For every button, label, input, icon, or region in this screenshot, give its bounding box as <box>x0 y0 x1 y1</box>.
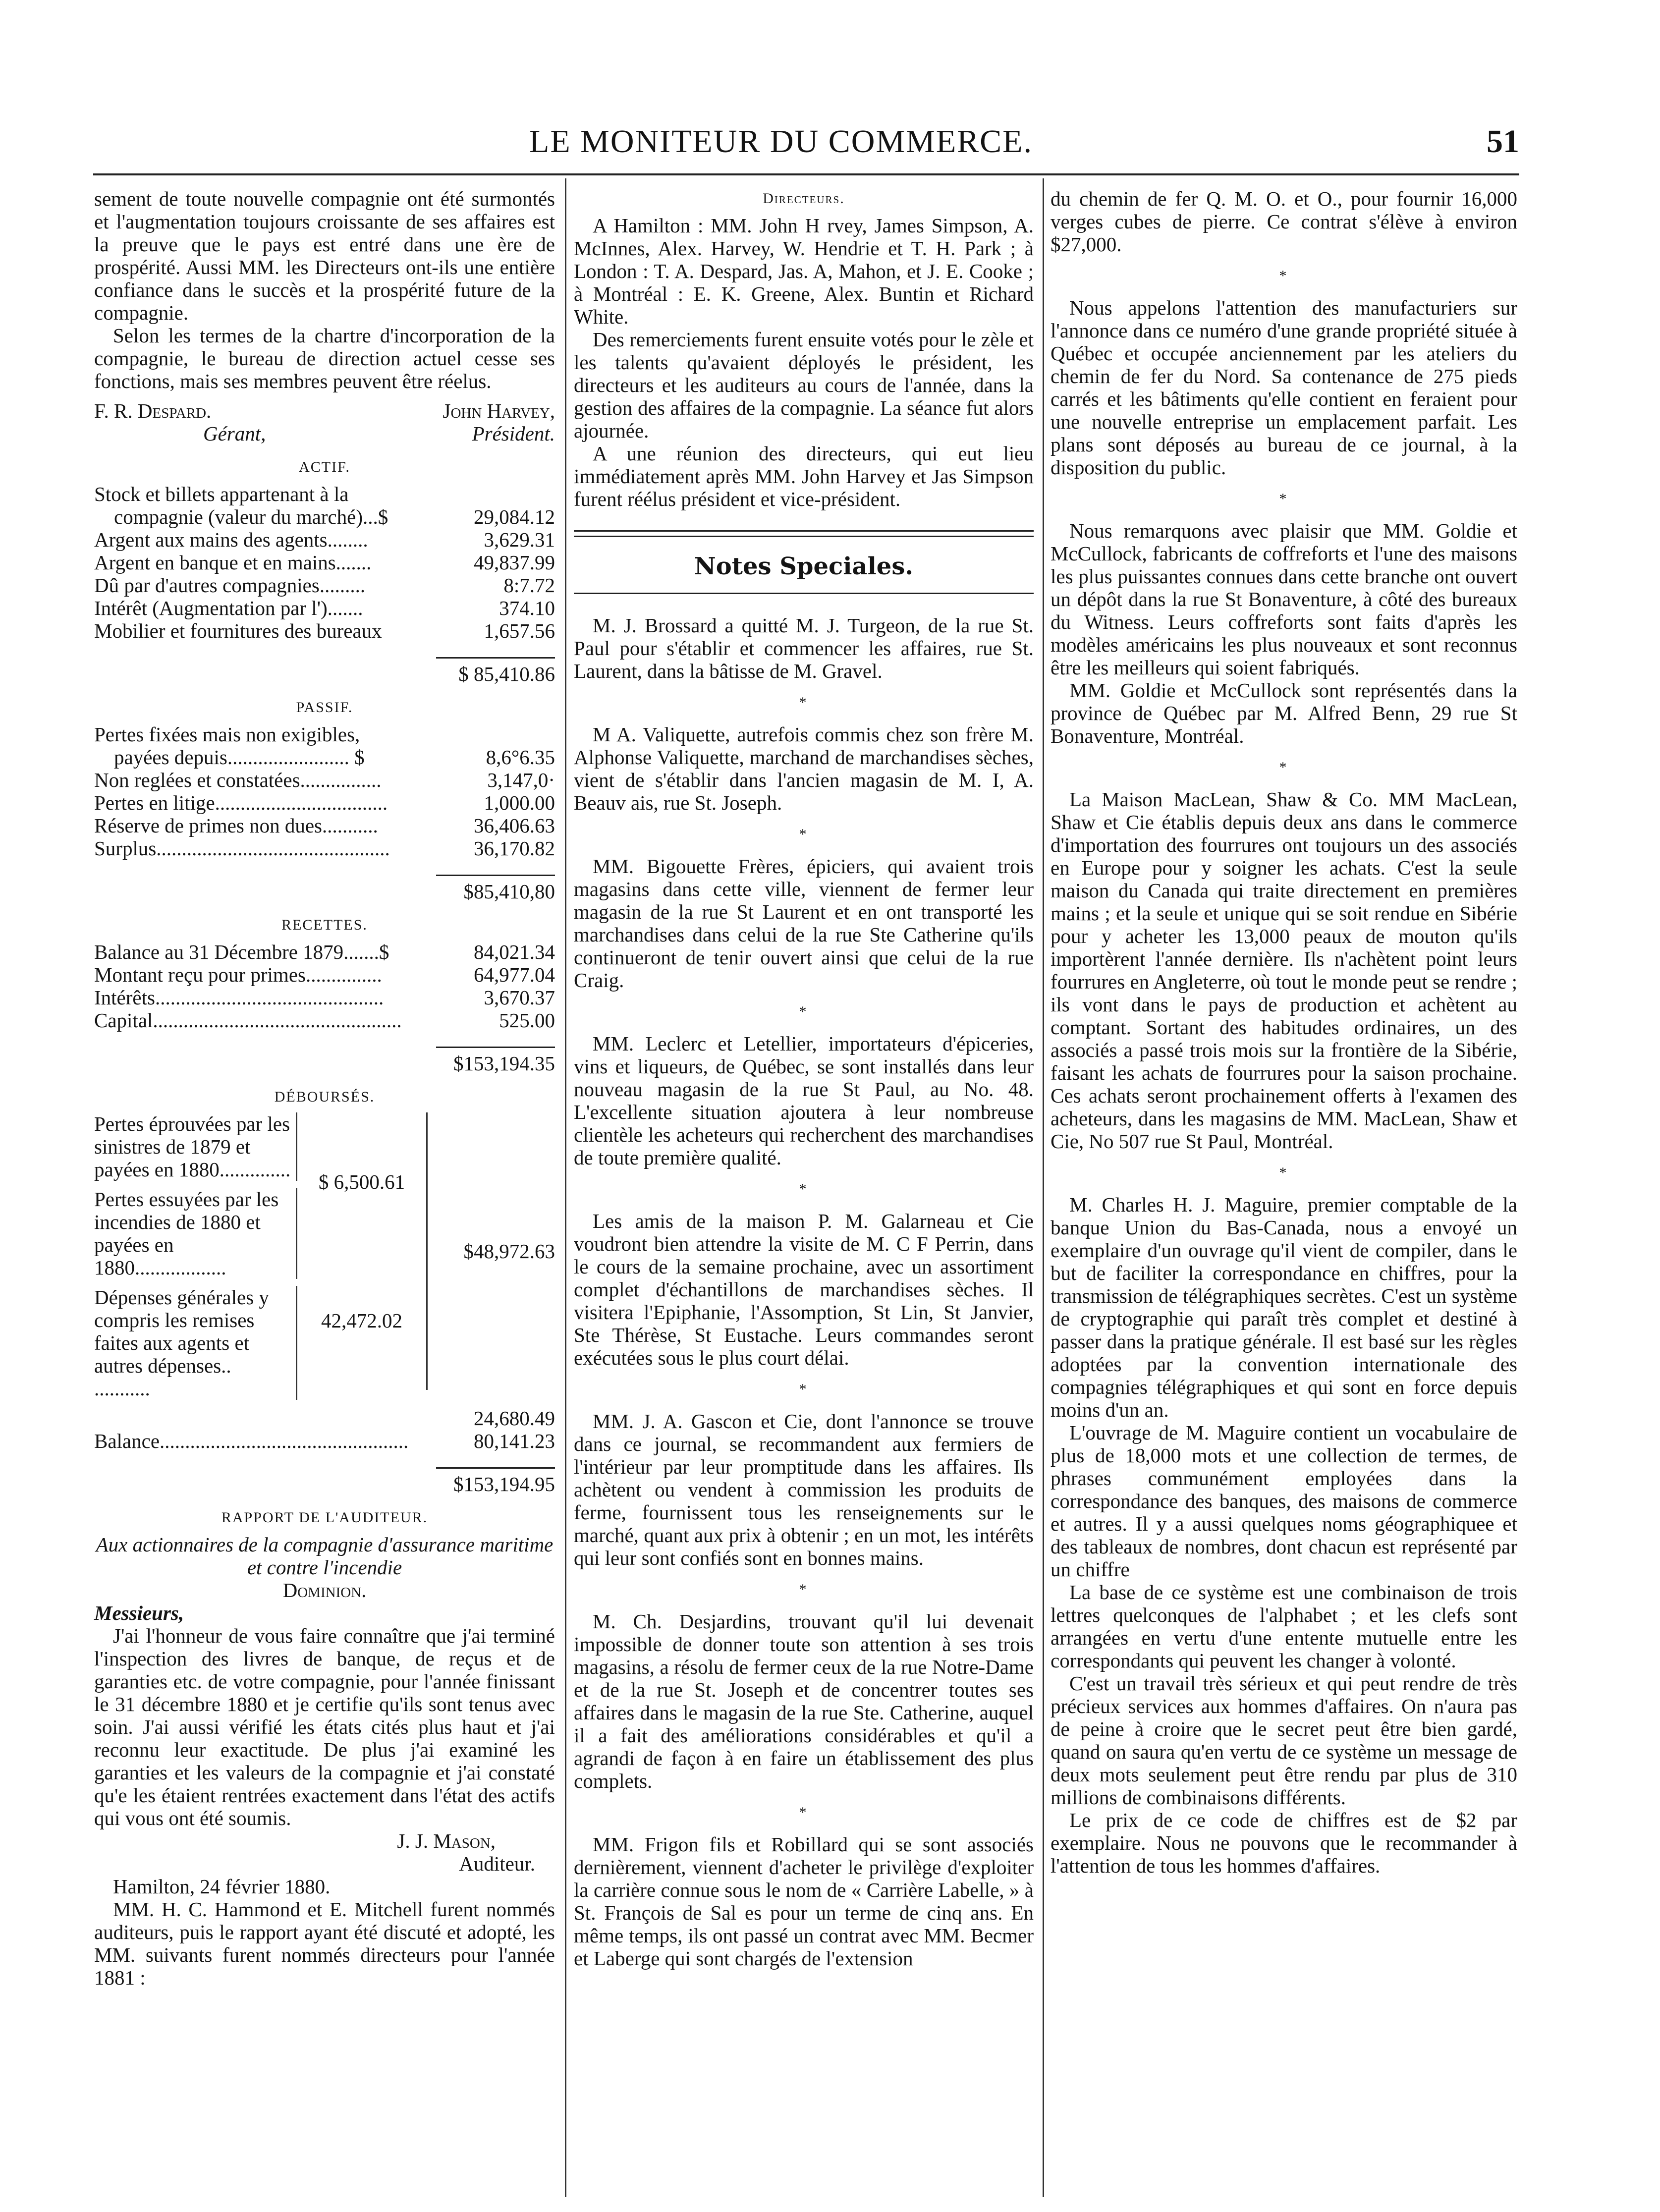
section-heading: RAPPORT DE L'AUDITEUR. <box>221 1509 428 1526</box>
ledger-label: compagnie (valeur du marché)...$ <box>114 505 388 528</box>
ledger-row <box>94 963 555 986</box>
news-item: du chemin de fer Q. M. O. et O., pour fournir 16,000 verges cubes de pierre. Ce contrat s'élève à environ $27,000. <box>1051 187 1517 256</box>
ledger-label: Intérêt (Augmentation par l')....... <box>94 597 363 619</box>
news-item: MM. Goldie et McCullock sont représentés dans la province de Québec par M. Alfred Benn, 29 rue St Bonaventure, Montréal. <box>1051 679 1517 747</box>
ledger-total <box>94 869 555 903</box>
ledger-label: Argent en banque et en mains....... <box>94 551 372 574</box>
news-item: MM. J. A. Gascon et Cie, dont l'annonce se trouve dans ce journal, se recommandent aux fermiers de l'intérieur par leur promptitude dans les affaires. Ils achètent ou vendent à commission les produits de ferme, fournissent tous les renseignements sur le marché, quant aux prix à obtenir ; en un mot, les intérêts qui leur sont confiés sont en bonnes mains. <box>574 1410 1034 1569</box>
ledger-row <box>94 837 555 860</box>
ledger-label: Balance................................................. <box>94 1430 409 1452</box>
debourse-amount: 42,472.02 <box>321 1309 402 1332</box>
ledger-amount: 80,141.23 <box>474 1430 555 1452</box>
signature-block <box>94 399 555 445</box>
news-item: Nous remarquons avec plaisir que MM. Goldie et McCullock, fabricants de coffreforts et l'une des maisons les plus puissantes connues dans cette branche ont ouvert un dépôt dans la rue St Bonaventure, à côté des bureaux du Witness. Leurs coffreforts sont faits d'après les modèles américains les plus nouveaux et sont reconnus être les meilleurs qui soient fabriqués. <box>1051 519 1517 679</box>
ledger-label: payées depuis........................ $ <box>114 746 365 769</box>
news-item: MM. Frigon fils et Robillard qui se sont associés dernièrement, viennent d'acheter le privilège d'exploiter la carrière connue sous le nom de « Carrière Labelle, » à St. François de Sal es pour un terme de cinq ans. En même temps, ils ont passé un contrat avec MM. Becmer et Laberge qui sont chargés de l'extension <box>574 1833 1034 1970</box>
recettes-ledger <box>94 940 555 1032</box>
ledger-row <box>94 986 555 1009</box>
total-amount: $153,194.95 <box>436 1467 555 1495</box>
column-2 <box>574 187 1034 1970</box>
ledger-amount: 84,021.34 <box>474 940 555 963</box>
asterism: * <box>799 1804 809 1821</box>
news-item: La base de ce système est une combinaison de trois lettres quelconques de l'alphabet ; et les clefs sont arrangées en vertu d'une entente mutuelle entre les correspondants qui peuvent les changer à volonté. <box>1051 1581 1517 1672</box>
section-heading: DÉBOURSÉS. <box>274 1089 375 1105</box>
signature-role: Gérant, <box>203 422 266 445</box>
ledger-amount: 36,170.82 <box>474 837 555 860</box>
ledger-label: Intérêts............................................. <box>94 986 384 1009</box>
news-item: Le prix de ce code de chiffres est de $2 par exemplaire. Nous ne pouvons que le recommander à l'attention de tous les hommes d'affaires. <box>1051 1809 1517 1877</box>
section-heading: PASSIF. <box>296 699 353 716</box>
paragraph: MM. H. C. Hammond et E. Mitchell furent nommés auditeurs, puis le rapport ayant été discuté et adopté, les MM. suivants furent nommés directeurs pour l'année 1881 : <box>94 1898 555 1989</box>
ledger-amount: 525.00 <box>499 1009 555 1032</box>
ledger-row <box>94 814 555 837</box>
ledger-row <box>94 551 555 574</box>
ledger-amount: 64,977.04 <box>474 963 555 986</box>
ledger-row <box>94 791 555 814</box>
passif-ledger <box>94 723 555 860</box>
signature-name: F. R. Despard. <box>94 399 212 422</box>
ledger-total <box>94 651 555 685</box>
debourse-label: Pertes essuyées par les incendies de 1880 et payées en 1880.................. <box>94 1188 297 1279</box>
ledger-label: Montant reçu pour primes............... <box>94 963 382 986</box>
total-amount: $153,194.35 <box>436 1047 555 1075</box>
salutation: Messieurs, <box>94 1602 184 1624</box>
ledger-amount: 49,837.99 <box>474 551 555 574</box>
ledger-row <box>94 619 555 642</box>
debourse-label: Pertes éprouvées par les sinistres de 1879 et payées en 1880.............. <box>94 1112 297 1181</box>
paragraph: sement de toute nouvelle compagnie ont été surmontés et l'augmentation toujours croissante de ses affaires est la preuve que le pays est entré dans une ère de prospérité. Aussi MM. les Directeurs ont-ils une entière confiance dans le succès et la prospérité future de la compagnie. <box>94 187 555 324</box>
ledger-label: Pertes en litige.................................. <box>94 791 388 814</box>
ledger-row <box>94 1009 555 1032</box>
ledger-row <box>94 1407 555 1430</box>
ledger-amount: 1,657.56 <box>484 619 555 642</box>
signature-role: Président. <box>472 422 555 445</box>
column-3 <box>1051 187 1517 1877</box>
ledger-row <box>94 1430 555 1452</box>
paragraph: Des remerciements furent ensuite votés pour le zèle et les talents qu'avaient déployés le président, les directeurs et les auditeurs au cours de l'année, dans la gestion des affaires de la compagnie. La séance fut alors ajournée. <box>574 328 1034 442</box>
ledger-amount: 1,000.00 <box>484 791 555 814</box>
asterism: * <box>799 1181 809 1197</box>
debourses-table <box>94 1112 555 1407</box>
debourse-label: Dépenses générales y compris les remises faites aux agents et autres dépenses.. ........... <box>94 1286 297 1400</box>
section-heading: RECETTES. <box>281 917 368 933</box>
column-1 <box>94 187 555 1989</box>
section-heading: Directeurs. <box>763 190 845 207</box>
news-item: C'est un travail très sérieux et qui peut rendre de très précieux services aux hommes d'affaires. On n'aura pas de peine à croire que le secret peut être bien gardé, quand on saura qu'en vertu de ce système un message de deux mots seulement peut être rendu par plus de 310 millions de combinaisons différents. <box>1051 1672 1517 1809</box>
asterism: * <box>799 826 809 842</box>
asterism: * <box>1279 759 1289 775</box>
ledger-amount: 29,084.12 <box>474 505 555 528</box>
ledger-row <box>94 769 555 791</box>
address-line: Dominion. <box>282 1579 367 1602</box>
ledger-label: Non reglées et constatées................ <box>94 769 382 791</box>
news-item: La Maison MacLean, Shaw & Co. MM MacLean, Shaw et Cie établis depuis deux ans dans le commerce d'importation des fourrures ont toujours un des associés en Europe pour y soigner les achats. C'est la seule maison du Canada qui traite directement en premières mains ; et la seule et unique qui se soit rendue en Sibérie pour y acheter les 13,000 peaux de mouton qu'ils importèrent l'année dernière. Ils n'achètent point leurs fourrures en Angleterre, où tout le monde peut se rendre ; ils vont dans le pays de production et achètent au comptant. Sortant des habitudes ordinaires, un des associés a passé trois mois sur la frontière de la Sibérie, faisant les achats de fourrures pour la saison prochaine. Ces achats seront prochainement offerts à l'examen des acheteurs, dans les magasins de MM. MacLean, Shaw et Cie, No 507 rue St Paul, Montréal. <box>1051 788 1517 1153</box>
debourses-ledger <box>94 1407 555 1452</box>
ledger-amount: 8:7.72 <box>503 574 555 597</box>
ledger-amount <box>451 723 555 746</box>
debourse-sum: $48,972.63 <box>463 1240 555 1263</box>
ledger-amount: 3,147,0· <box>487 769 555 791</box>
ledger-amount: 374.10 <box>499 597 555 619</box>
ledger-row <box>94 597 555 619</box>
address-line: Aux actionnaires de la compagnie d'assurance maritime et contre l'incendie <box>96 1533 553 1579</box>
news-item: M A. Valiquette, autrefois commis chez son frère M. Alphonse Valiquette, marchand de marchandises sèches, vient de s'établir dans l'ancien magasin de M. I, A. Beauv ais, rue St. Joseph. <box>574 723 1034 814</box>
paragraph: A Hamilton : MM. John H rvey, James Simpson, A. McInnes, Alex. Harvey, W. Hendrie et T. H. Park ; à London : T. A. Despard, Jas. A, Mahon, et J. E. Cooke ; à Montréal : E. K. Greene, Alex. Buntin et Richard White. <box>574 214 1034 328</box>
ledger-row <box>94 746 555 769</box>
ledger-amount: 3,629.31 <box>484 528 555 551</box>
ledger-label: Surplus.............................................. <box>94 837 390 860</box>
ledger-amount: 36,406.63 <box>474 814 555 837</box>
ledger-amount: 8,6°6.35 <box>486 746 555 769</box>
paragraph: A une réunion des directeurs, qui eut lieu immédiatement après MM. John Harvey et Jas Simpson furent réélus président et vice-président. <box>574 442 1034 510</box>
asterism: * <box>1279 1164 1289 1181</box>
header-rule <box>93 173 1519 175</box>
asterism: * <box>799 694 809 711</box>
double-rule <box>574 530 1034 537</box>
ledger-label: Stock et billets appartenant à la <box>94 483 349 505</box>
ledger-row <box>94 505 555 528</box>
column-divider <box>565 178 566 2197</box>
column-divider <box>1043 178 1044 2197</box>
ledger-amount: 24,680.49 <box>474 1407 555 1430</box>
ledger-amount <box>451 483 555 505</box>
ledger-label: Mobilier et fournitures des bureaux <box>94 619 382 642</box>
ledger-amount: 3,670.37 <box>484 986 555 1009</box>
asterism: * <box>799 1381 809 1397</box>
rule <box>574 593 1034 594</box>
page-header <box>93 123 1519 170</box>
notes-heading: Notes Speciales. <box>694 553 914 580</box>
ledger-row <box>94 723 555 746</box>
ledger-label: Balance au 31 Décembre 1879.......$ <box>94 940 389 963</box>
news-item: MM. Leclerc et Letellier, importateurs d'épiceries, vins et liqueurs, de Québec, se sont installés dans leur nouveau magasin de la rue St Paul, au No. 48. L'excellente situation ajoutera à leur nombreuse clientèle les acheteurs qui recherchent des marchandises de toute première qualité. <box>574 1032 1034 1169</box>
news-item: L'ouvrage de M. Maguire contient un vocabulaire de plus de 18,000 mots et une collection de termes, de phrases communément employées dans la correspondance des banques, des maisons de commerce et autres. Il y a aussi quelques noms géographiquee et des tableaux de nombres, dont chacun est représenté par un chiffre <box>1051 1421 1517 1581</box>
signature-name: John Harvey, <box>443 399 555 422</box>
page-number: 51 <box>1487 123 1519 160</box>
total-amount: $ 85,410.86 <box>436 657 555 685</box>
asterism: * <box>1279 491 1289 507</box>
auditor-name: J. J. Mason, <box>397 1829 496 1852</box>
ledger-label: Réserve de primes non dues........... <box>94 814 378 837</box>
news-item: M. Ch. Desjardins, trouvant qu'il lui devenait impossible de donner toute son attention à ses trois magasins, a résolu de fermer ceux de la rue Notre-Dame et de la rue St. Joseph et de concentrer toutes ses affaires dans le magasin de la rue Ste. Catherine, auquel il a fait des améliorations considérables et qu'il a agrandi de façon à en faire un établissement des plus complets. <box>574 1610 1034 1792</box>
ledger-label: Capital................................................. <box>94 1009 402 1032</box>
ledger-row <box>94 574 555 597</box>
ledger-row <box>94 483 555 505</box>
journal-title: LE MONITEUR DU COMMERCE. <box>529 123 1033 160</box>
news-item: Nous appelons l'attention des manufacturiers sur l'annonce dans ce numéro d'une grande propriété située à Québec et occupée anciennement par les ateliers du chemin de fer du Nord. Sa contenance de 275 pieds carrés et les bâtiments qu'elle contient en feraient pour une nouvelle entreprise un emplacement parfait. Les plans sont déposés au bureau de ce journal, à la disposition du public. <box>1051 296 1517 479</box>
ledger-row <box>94 940 555 963</box>
auditor-role: Auditeur. <box>459 1852 535 1875</box>
news-item: M. Charles H. J. Maguire, premier comptable de la banque Union du Bas-Canada, nous a envoyé un exemplaire d'un ouvrage qu'il vient de compiler, dans le but de faciliter la correspondance en chiffres, pour la transmission de télégraphiques secrètes. C'est un système de cryptographie qui paraît très complet et destiné à passer dans la pratique générale. Il est basé sur les règles adoptées par la convention internationale des compagnies télégraphiques et qui sont en force depuis moins d'un an. <box>1051 1193 1517 1421</box>
total-amount: $85,410,80 <box>436 875 555 903</box>
debourse-amount: $ 6,500.61 <box>318 1170 405 1193</box>
ledger-label: Argent aux mains des agents........ <box>94 528 368 551</box>
paragraph: Selon les termes de la chartre d'incorporation de la compagnie, le bureau de direction actuel cesse ses fonctions, mais ses membres peuvent être réelus. <box>94 324 555 392</box>
news-item: MM. Bigouette Frères, épiciers, qui avaient trois magasins dans cette ville, viennent de fermer leur magasin de la rue St Laurent et en ont transporté les marchandises dans celui de la rue Ste Catherine qu'ils continueront de tenir ouvert ainsi que celui de la rue Craig. <box>574 855 1034 992</box>
paragraph: J'ai l'honneur de vous faire connaître que j'ai terminé l'inspection des livres de banque, de reçus et de garanties etc. de votre compagnie, pour l'année finissant le 31 décembre 1880 et je certifie qu'ils sont tenus avec soin. J'ai aussi vérifié les états cités plus haut et j'ai reconnu leur exactitude. De plus j'ai examiné les garanties et les valeurs de la compagnie et j'ai constaté qu'e les étaient rentrées exactement dans l'état des actifs qui vous ont été soumis. <box>94 1624 555 1829</box>
news-item: M. J. Brossard a quitté M. J. Turgeon, de la rue St. Paul pour s'établir et commencer les affaires, rue St. Laurent, dans la bâtisse de M. Gravel. <box>574 614 1034 682</box>
asterism: * <box>799 1581 809 1598</box>
actif-ledger <box>94 483 555 642</box>
ledger-label: Pertes fixées mais non exigibles, <box>94 723 360 746</box>
ledger-total <box>94 1461 555 1495</box>
asterism: * <box>799 1003 809 1020</box>
ledger-row <box>94 528 555 551</box>
news-item: Les amis de la maison P. M. Galarneau et Cie voudront bien attendre la visite de M. C F Perrin, dans le cours de la semaine prochaine, avec un assortiment complet d'échantillons de marchandises sèches. Il visitera l'Epiphanie, l'Assomption, St Lin, St Janvier, Ste Thérèse, St Eustache. Leurs commandes seront exécutées sous le plus court délai. <box>574 1210 1034 1369</box>
ledger-label: Dû par d'autres compagnies......... <box>94 574 366 597</box>
ledger-label <box>94 1407 451 1430</box>
ledger-total <box>94 1041 555 1075</box>
asterism: * <box>1279 268 1289 284</box>
section-heading: ACTIF. <box>299 459 350 475</box>
place-date: Hamilton, 24 février 1880. <box>113 1875 331 1898</box>
